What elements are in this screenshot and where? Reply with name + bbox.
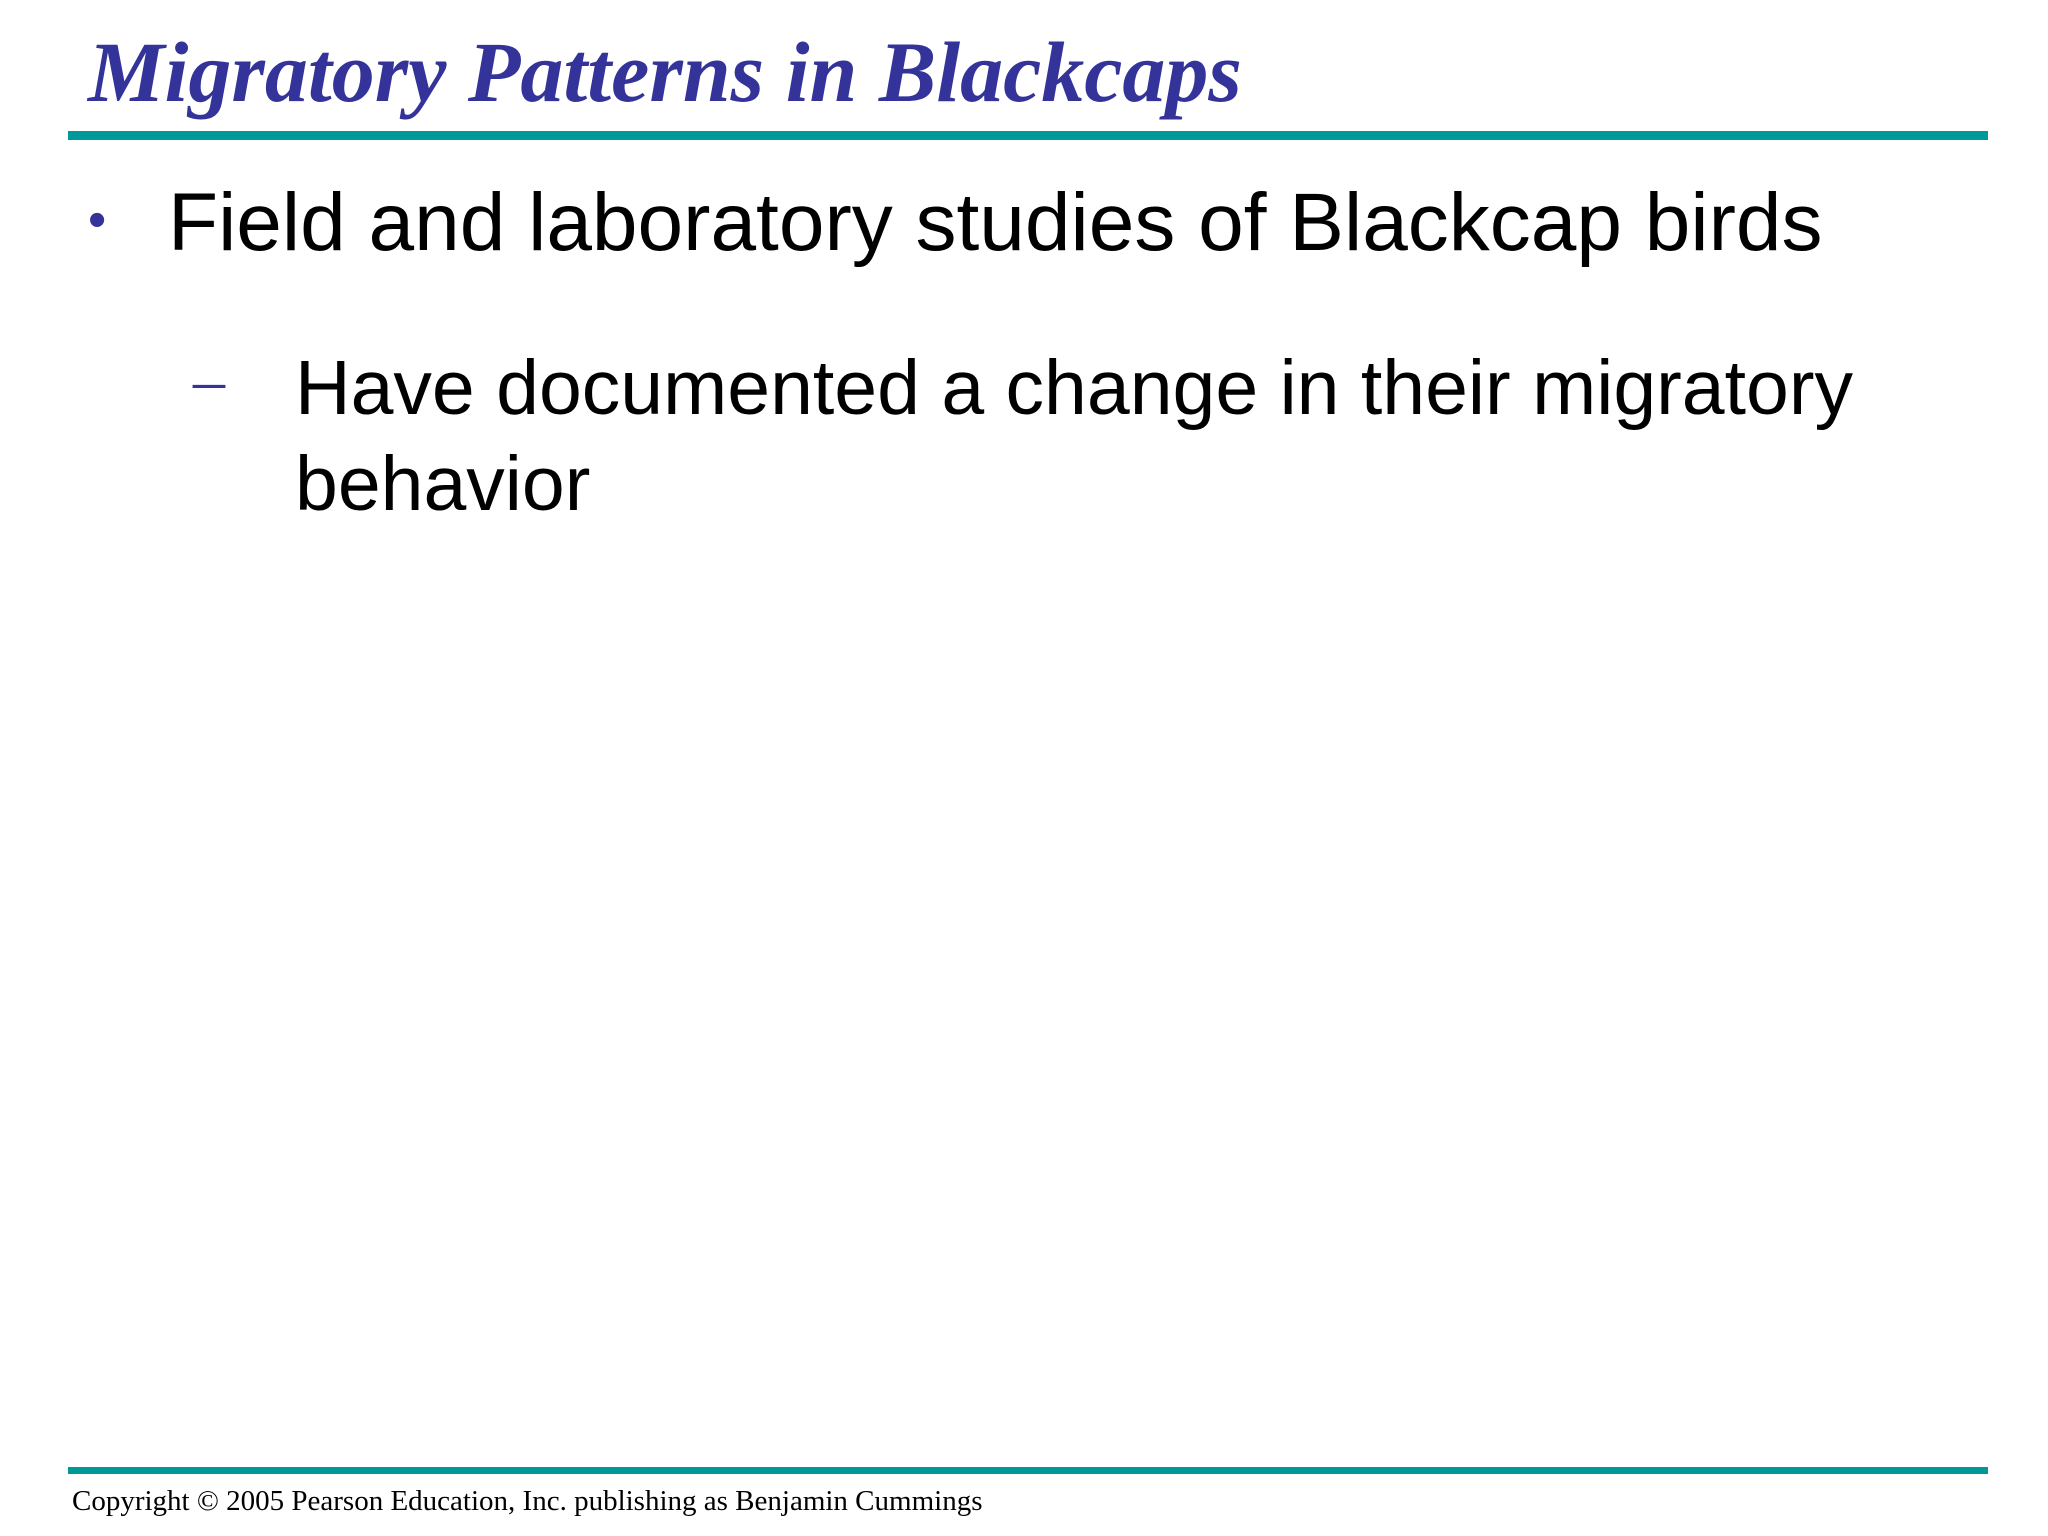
sub-bullet-text: Have documented a change in their migratory behavior [295, 345, 1853, 527]
sub-bullet-marker: – [193, 344, 225, 415]
slide-title: Migratory Patterns in Blackcaps [88, 24, 1242, 120]
bullet-text: Field and laboratory studies of Blackcap birds [168, 177, 1823, 268]
copyright-notice: Copyright © 2005 Pearson Education, Inc. publishing as Benjamin Cummings [72, 1485, 983, 1517]
bullet-marker: • [88, 191, 107, 249]
title-divider [68, 131, 1988, 140]
footer-divider [68, 1467, 1988, 1474]
